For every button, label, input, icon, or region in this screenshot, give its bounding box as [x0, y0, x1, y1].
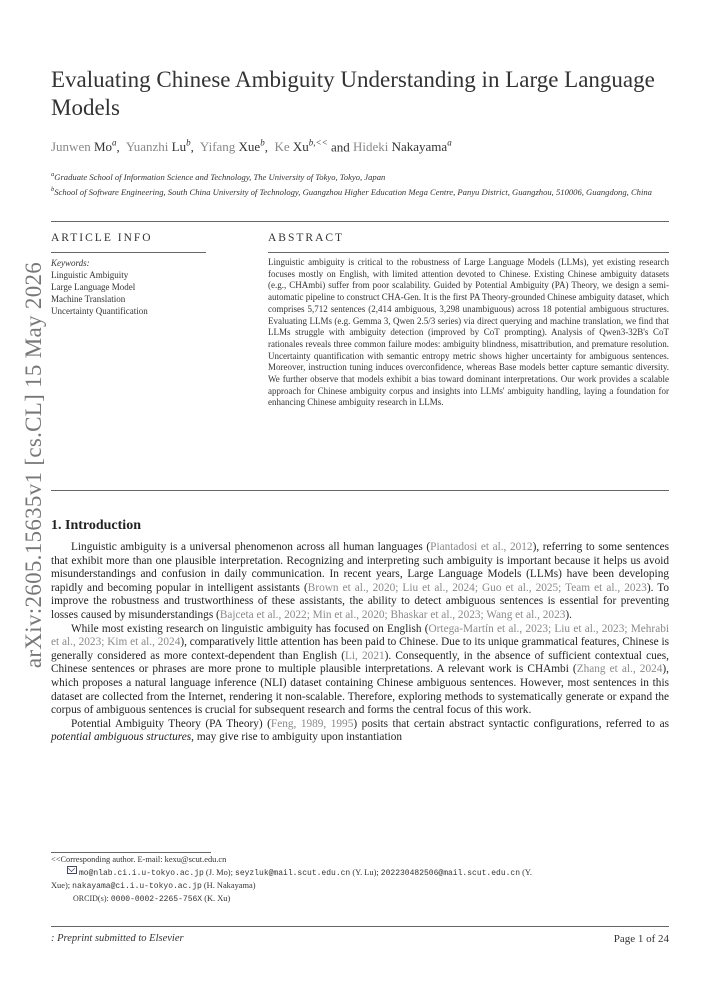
paper-title: Evaluating Chinese Ambiguity Understanding in Large Language Models [51, 67, 655, 120]
header-divider [51, 221, 669, 222]
author-list: Junwen Mo$^a$, Yuanzhi Lu$^b$, Yifang Xue$^b$, Ke $Xu^{b,<<}$ and Hideki Nakayama$^a$ [51, 138, 452, 155]
affiliation-b: $^b$School of Software Engineering, South China University of Technology, Guangzhou Higher Education Mega Centre, Panyu District, Guangzhou, 510006, Guangdong, China [51, 185, 652, 197]
affiliations [51, 169, 673, 199]
orcid-line: ORCID(s): 0000-0002-2265-756X (K. Xu) [73, 894, 231, 904]
footnote-rule [51, 852, 211, 853]
author-2: Yuanzhi Lu$^b$ [125, 138, 191, 155]
citation[interactable]: Zhang et al., 2024 [576, 663, 663, 676]
paragraph-3: Potential Ambiguity Theory (PA Theory) (Feng, 1989, 1995) posits that certain abstract syntactic configurations, referred to as potential ambiguous structures, may give rise to ambiguity upon instantiation [51, 717, 669, 744]
footnotes [51, 854, 671, 906]
citation[interactable]: Piantadosi et al., 2012 [430, 541, 533, 553]
section-heading-introduction: 1. Introduction [51, 518, 141, 533]
paragraph-2: While most existing research on linguistic ambiguity has focused on English (Ortega-Martín et al., 2023; Liu et al., 2023; Mehrabi et al., 2023; Kim et al., 2024), comparatively little attention has been paid to Chinese. Due to its unique grammatical features, Chinese is generally considered as more context-dependent than English (Li, 2021). Consequently, in the absence of sufficient contextual cues, Chinese sentences or phrases are more prone to multiple plausible interpretations. A relevant work is CHAmbi (Zhang et al., 2024), which proposes a natural language inference (NLI) dataset containing Chinese ambiguous sentences. However, most sentences in this dataset are collected from the Internet, rendering it non-scalable. Therefore, exploring methods to systematically generate or expand the corpus of ambiguous sentences is crucial for subsequent research and forms the central focus of this work. [51, 622, 670, 717]
arxiv-identifier: arXiv:2605.15635v1 [cs.CL] 15 May 2026 [21, 261, 46, 669]
corresponding-author-note: <<Corresponding author. E-mail: kexu@scut.edu.cn [51, 855, 227, 864]
author-3: Yifang Xue$^b$ [199, 138, 265, 155]
keyword-item: Uncertainty Quantification [51, 306, 148, 316]
citation[interactable]: Bajceta et al., 2022; Min et al., 2020; Bhaskar et al., 2023; Wang et al., 2023 [219, 608, 566, 621]
envelope-icon [67, 866, 77, 874]
keywords-label: Keywords: [51, 258, 90, 268]
email-line: mo@nlab.ci.i.u-tokyo.ac.jp (J. Mo); seyzluk@mail.scut.edu.cn (Y. Lu); 202230482506@mail.scut.edu.cn (Y. [51, 866, 671, 880]
footer-page-number: Page 1 of 24 [613, 933, 669, 945]
affiliation-a: $^a$Graduate School of Information Science and Technology, The University of Tokyo, Tokyo, Japan [51, 171, 386, 182]
article-info-heading: ARTICLE INFO [51, 232, 153, 244]
keywords-block [51, 257, 251, 317]
keyword-item: Linguistic Ambiguity [51, 270, 129, 280]
article-info-rule [51, 252, 206, 253]
author-5: Hideki Nakayama$^a$ [352, 138, 452, 155]
footer-preprint-note: : Preprint submitted to Elsevier [51, 933, 184, 944]
abstract-heading: ABSTRACT [268, 232, 345, 244]
abstract-text: Linguistic ambiguity is critical to the robustness of Large Language Models (LLMs), yet existing research focuses mostly on English, with limited attention devoted to Chinese. Existing Chinese ambiguity datasets (e.g., CHAmbi) suffer from poor scalability. Guided by Potential Ambiguity (PA) Theory, we design a semi-automatic pipeline to construct CHA-Gen. It is the first PA Theory-grounded Chinese ambiguity dataset, which comprises 5,712 sentences (2,414 ambiguous, 3,298 unambiguous) across 18 potential ambiguous structures. Evaluating LLMs (e.g. Gemma 3, Qwen 2.5/3 series) via direct querying and machine translation, we find that LLMs struggle with ambiguity detection (improved by CoT prompting). Analysis of Qwen3-32B's CoT rationales reveals three common failure modes: ambiguity blindness, misattribution, and premature resolution. Uncertainty quantification with semantic entropy metric shows higher uncertainty for ambiguous sentences. Moreover, instruction tuning induces overconfidence, whereas Base models better capture semantic diversity. We further observe that models exhibit a bias toward dominant interpretations. Our work provides a scalable approach for Chinese ambiguity corpus and insights into LLMs' ambiguity handling, laying a foundation for enhancing Chinese ambiguity research in LLMs. [268, 257, 669, 408]
abstract-rule [268, 252, 669, 253]
citation[interactable]: Feng, 1989, 1995 [270, 717, 354, 730]
keyword-item: Large Language Model [51, 282, 136, 292]
citation[interactable]: Li, 2021 [344, 649, 385, 662]
author-1: Junwen Mo$^a$ [51, 138, 117, 155]
author-4: Ke $Xu^{b,<<}$ [274, 138, 328, 155]
citation[interactable]: Brown et al., 2020; Liu et al., 2024; Guo et al., 2025; Team et al., 2023 [307, 581, 647, 594]
arxiv-sidebar-stamp [14, 250, 54, 680]
email-line-2: Xue); nakayama@ci.i.u-tokyo.ac.jp (H. Nakayama) [51, 881, 256, 891]
abstract-divider [51, 490, 669, 491]
authors-and: and [330, 139, 350, 155]
citation[interactable]: Ortega-Martín et al., 2023; Liu et al., 2023; Mehrabi et al., 2023; Kim et al., 2024 [51, 622, 669, 649]
introduction-body [51, 541, 669, 745]
keyword-item: Machine Translation [51, 294, 126, 304]
footer-rule [51, 926, 669, 927]
paragraph-1: Linguistic ambiguity is a universal phenomenon across all human languages (Piantadosi et al., 2012), referring to some sentences that exhibit more than one plausible interpretation. Recognizing and interpreting such ambiguity is important because it helps us avoid misunderstandings and confusion in daily communication. In recent years, Large Language Models (LLMs) have been developing rapidly and becoming popular in intelligent assistants (Brown et al., 2020; Liu et al., 2024; Guo et al., 2025; Team et al., 2023). To improve the robustness and trustworthiness of these assistants, the ability to detect ambiguous sentences is essential for preventing losses caused by misunderstandings (Bajceta et al., 2022; Min et al., 2020; Bhaskar et al., 2023; Wang et al., 2023). [51, 541, 670, 621]
